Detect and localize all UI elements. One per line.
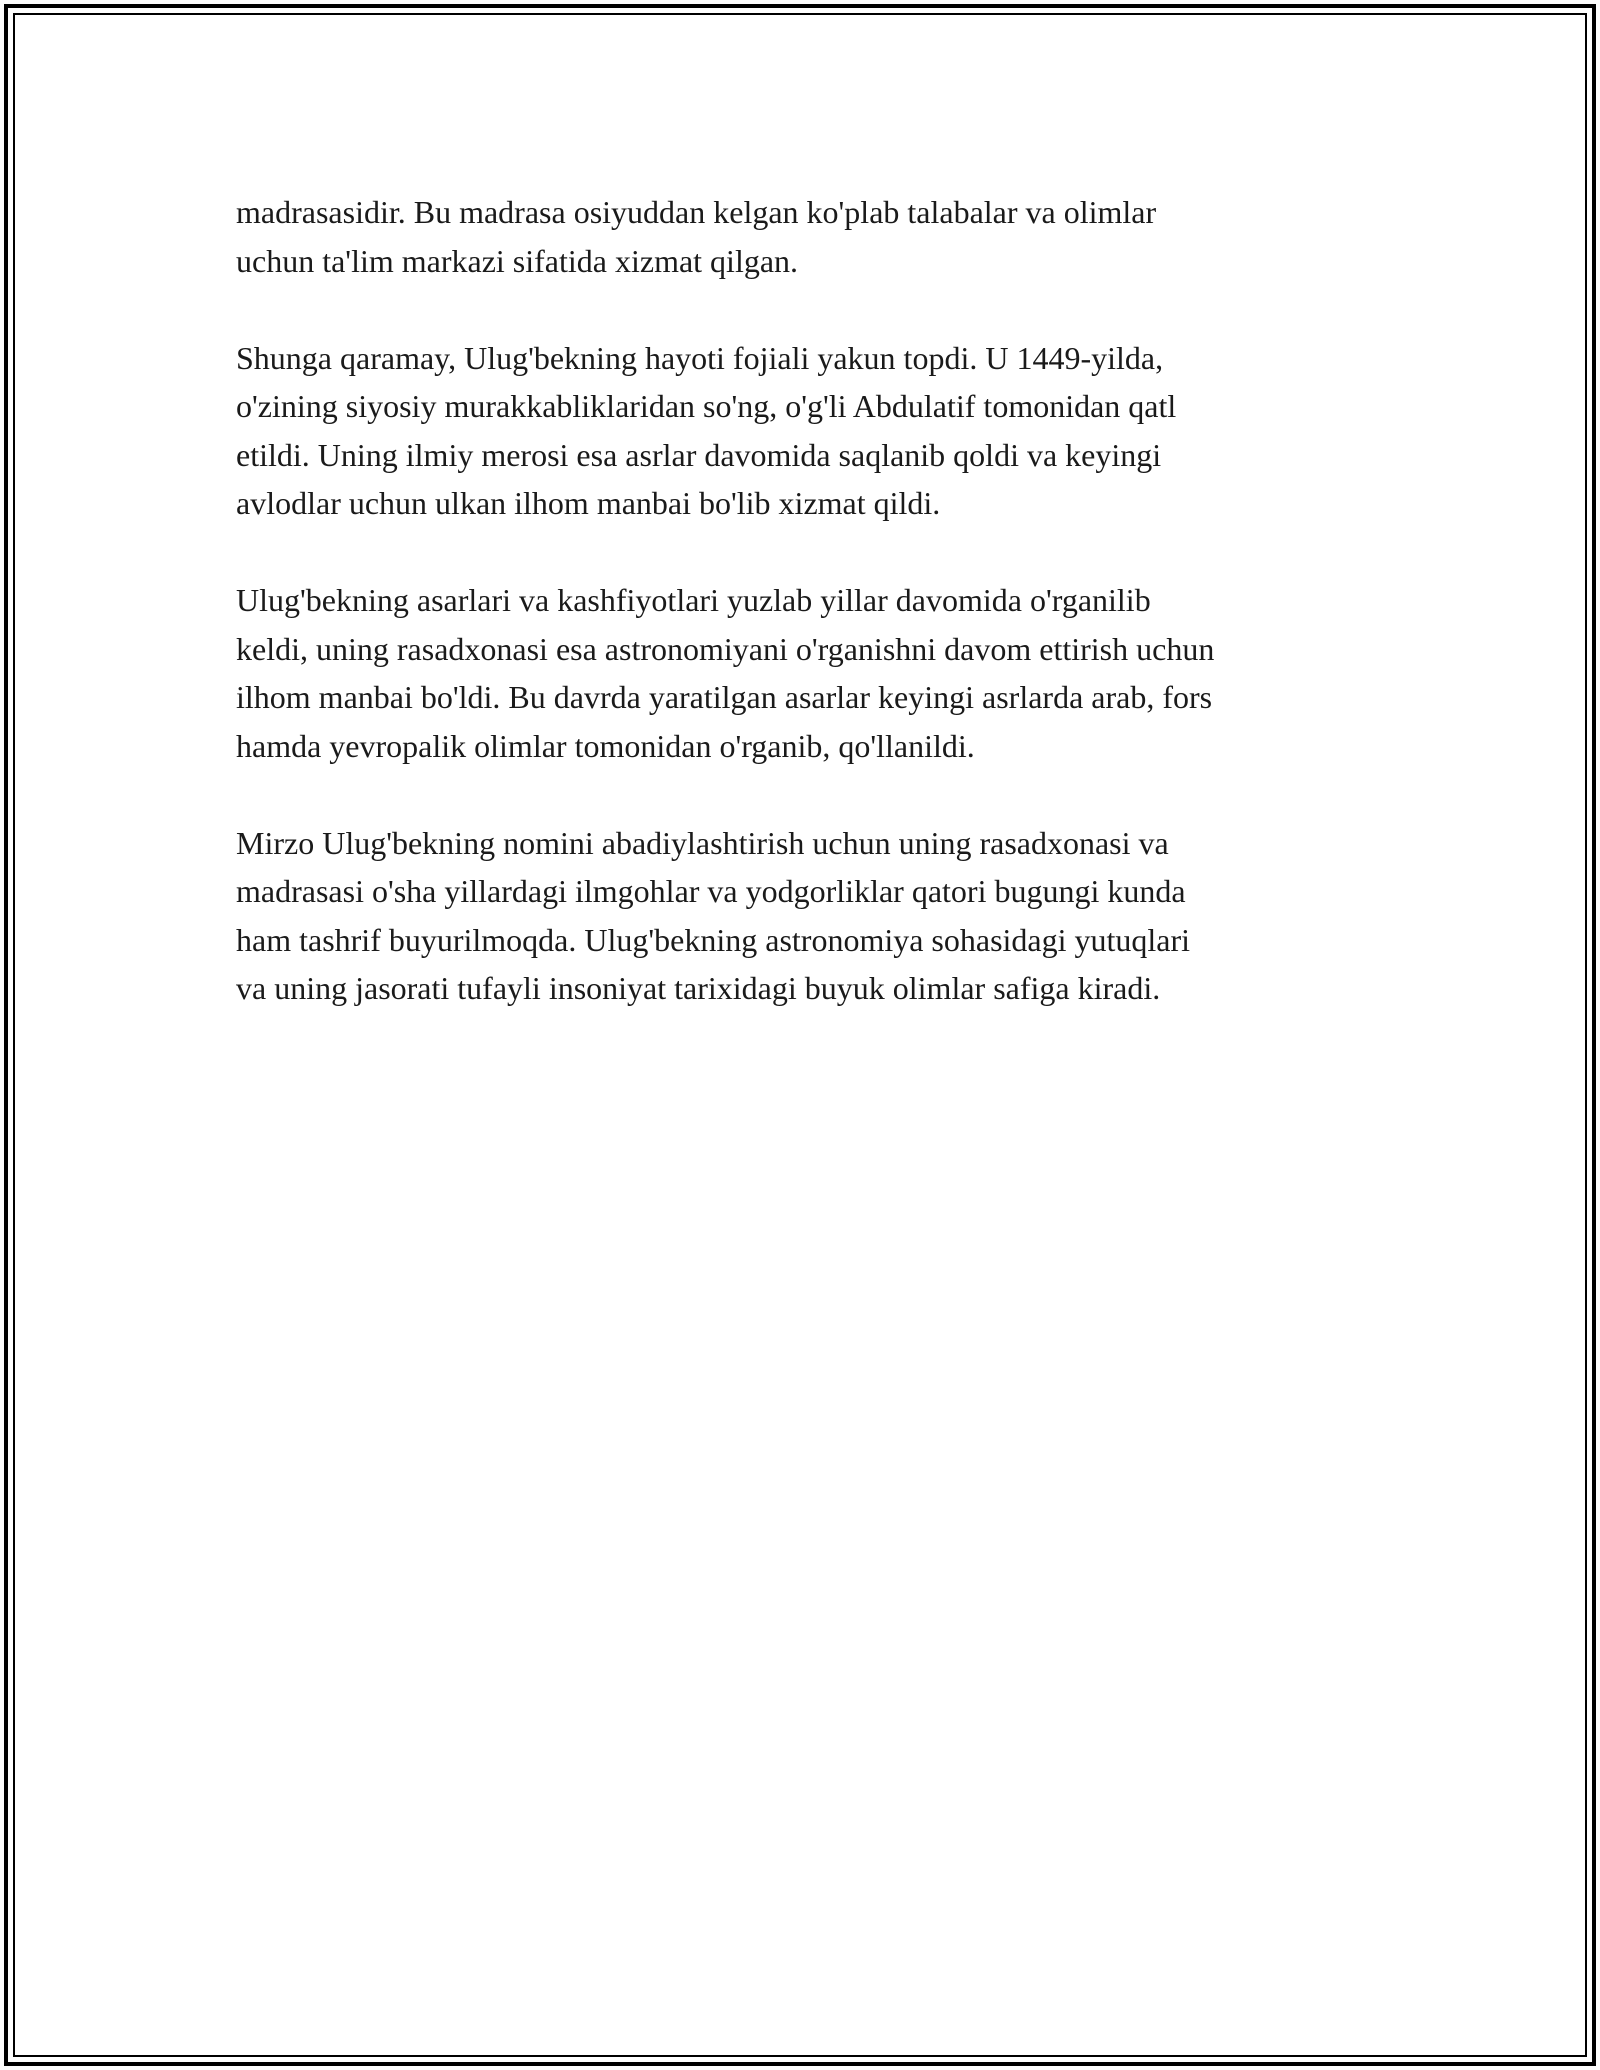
document-body (236, 188, 1386, 1061)
paragraph-4: Mirzo Ulug'bekning nomini abadiylashtirish uchun uning rasadxonasi va madrasasi o'sha yillardagi ilmgohlar va yodgorliklar qatori bugungi kunda ham tashrif buyurilmoqda. Ulug'bekning astronomiya sohasidagi yutuqlari va uning jasorati tufayli insoniyat tarixidagi buyuk olimlar safiga kiradi. (236, 824, 1191, 1006)
paragraph-2: Shunga qaramay, Ulug'bekning hayoti fojiali yakun topdi. U 1449-yilda, o'zining siyosiy murakkabliklaridan so'ng, o'g'li Abdulatif tomonidan qatl etildi. Uning ilmiy merosi esa asrlar davomida saqlanib qoldi va keyingi avlodlar uchun ulkan ilhom manbai bo'lib xizmat qildi. (236, 339, 1177, 521)
paragraph-3: Ulug'bekning asarlari va kashfiyotlari yuzlab yillar davomida o'rganilib keldi, uning rasadxonasi esa astronomiyani o'rganishni davom ettirish uchun ilhom manbai bo'ldi. Bu davrda yaratilgan asarlar keyingi asrlarda arab, fors hamda yevropalik olimlar tomonidan o'rganib, qo'llanildi. (236, 582, 1215, 764)
paragraph-1: madrasasidir. Bu madrasa osiyuddan kelgan ko'plab talabalar va olimlar uchun ta'lim markazi sifatida xizmat qilgan. (236, 194, 1157, 279)
